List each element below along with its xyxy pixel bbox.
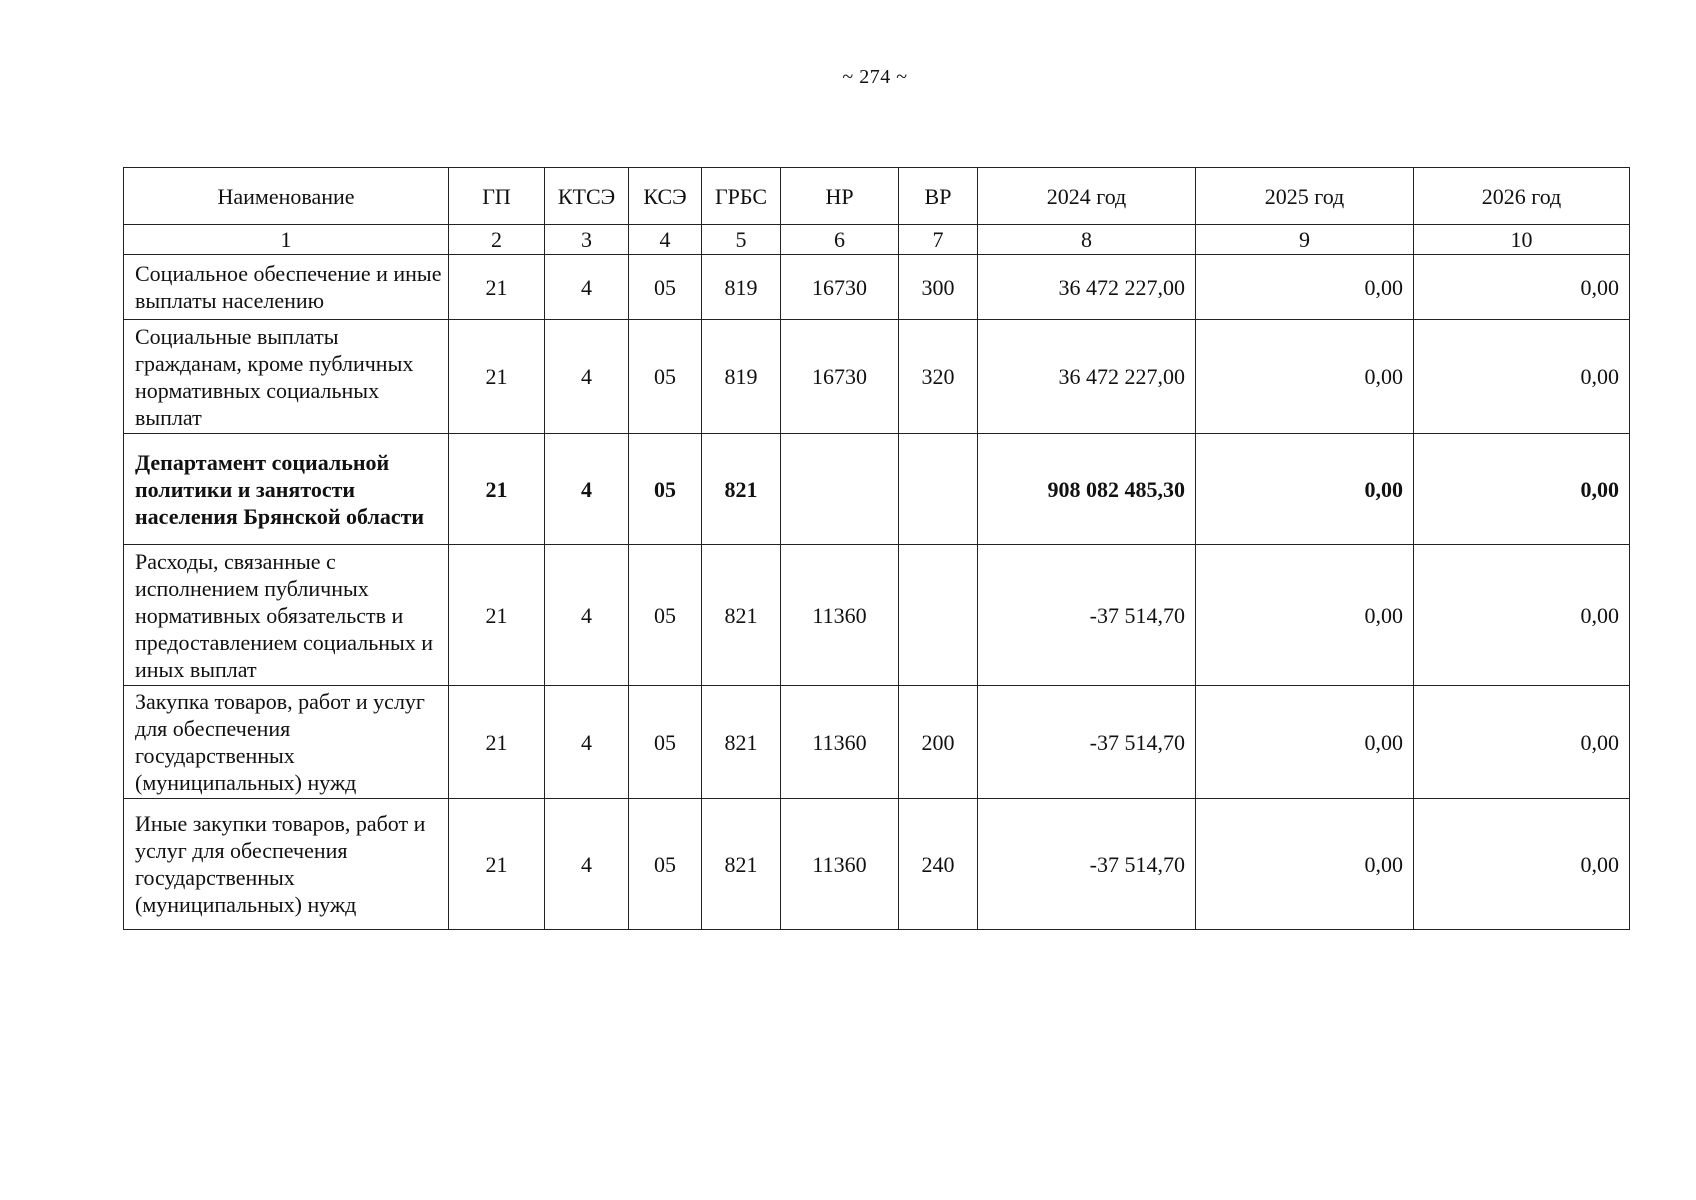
cell-gp: 21	[449, 320, 545, 434]
page-number: ~ 274 ~	[842, 66, 908, 88]
row-name: Иные закупки товаров, работ и услуг для обеспечения государственных (муниципальных) нужд	[124, 799, 449, 930]
column-number-row	[124, 225, 1630, 255]
cell-nr: 11360	[781, 545, 899, 686]
header-row	[124, 168, 1630, 225]
table-row	[124, 320, 1630, 434]
header-2026: 2026 год	[1414, 168, 1630, 225]
cell-kse: 05	[629, 545, 702, 686]
cell-ktse: 4	[545, 434, 629, 545]
cell-vr: 320	[899, 320, 978, 434]
cell-nr: 16730	[781, 255, 899, 320]
header-kse: КСЭ	[629, 168, 702, 225]
column-number: 5	[702, 225, 781, 255]
column-number: 3	[545, 225, 629, 255]
cell-grbs: 821	[702, 434, 781, 545]
cell-grbs: 819	[702, 320, 781, 434]
cell-2026: 0,00	[1414, 320, 1630, 434]
cell-gp: 21	[449, 255, 545, 320]
cell-2026: 0,00	[1414, 434, 1630, 545]
column-number: 8	[978, 225, 1196, 255]
cell-grbs: 821	[702, 545, 781, 686]
cell-2025: 0,00	[1196, 686, 1414, 799]
cell-kse: 05	[629, 320, 702, 434]
column-number: 7	[899, 225, 978, 255]
cell-2024: -37 514,70	[978, 799, 1196, 930]
header-name: Наименование	[124, 168, 449, 225]
cell-vr: 240	[899, 799, 978, 930]
column-number: 10	[1414, 225, 1630, 255]
header-nr: НР	[781, 168, 899, 225]
cell-2026: 0,00	[1414, 255, 1630, 320]
cell-grbs: 819	[702, 255, 781, 320]
row-name: Социальные выплаты гражданам, кроме публичных нормативных социальных выплат	[124, 320, 449, 434]
table-row	[124, 686, 1630, 799]
table-row	[124, 545, 1630, 686]
cell-vr	[899, 434, 978, 545]
cell-kse: 05	[629, 434, 702, 545]
row-name: Социальное обеспечение и иные выплаты населению	[124, 255, 449, 320]
cell-grbs: 821	[702, 686, 781, 799]
row-name: Закупка товаров, работ и услуг для обеспечения государственных (муниципальных) нужд	[124, 686, 449, 799]
cell-vr	[899, 545, 978, 686]
cell-nr: 11360	[781, 686, 899, 799]
header-ktse: КТСЭ	[545, 168, 629, 225]
column-number: 6	[781, 225, 899, 255]
cell-nr	[781, 434, 899, 545]
cell-2026: 0,00	[1414, 686, 1630, 799]
cell-2026: 0,00	[1414, 799, 1630, 930]
cell-grbs: 821	[702, 799, 781, 930]
table-row	[124, 255, 1630, 320]
cell-2025: 0,00	[1196, 545, 1414, 686]
cell-2025: 0,00	[1196, 320, 1414, 434]
cell-2024: 908 082 485,30	[978, 434, 1196, 545]
cell-gp: 21	[449, 686, 545, 799]
header-grbs: ГРБС	[702, 168, 781, 225]
cell-2025: 0,00	[1196, 434, 1414, 545]
header-gp: ГП	[449, 168, 545, 225]
cell-ktse: 4	[545, 255, 629, 320]
cell-kse: 05	[629, 799, 702, 930]
cell-2026: 0,00	[1414, 545, 1630, 686]
cell-gp: 21	[449, 799, 545, 930]
cell-ktse: 4	[545, 320, 629, 434]
cell-2024: 36 472 227,00	[978, 255, 1196, 320]
header-2025: 2025 год	[1196, 168, 1414, 225]
cell-nr: 11360	[781, 799, 899, 930]
row-name: Расходы, связанные с исполнением публичных нормативных обязательств и предоставлением социальных и иных выплат	[124, 545, 449, 686]
cell-kse: 05	[629, 686, 702, 799]
cell-2024: -37 514,70	[978, 686, 1196, 799]
column-number: 1	[124, 225, 449, 255]
row-name: Департамент социальной политики и занятости населения Брянской области	[124, 434, 449, 545]
cell-2024: 36 472 227,00	[978, 320, 1196, 434]
table-row	[124, 434, 1630, 545]
cell-gp: 21	[449, 434, 545, 545]
cell-2024: -37 514,70	[978, 545, 1196, 686]
cell-2025: 0,00	[1196, 255, 1414, 320]
cell-2025: 0,00	[1196, 799, 1414, 930]
budget-table	[123, 167, 1630, 930]
cell-ktse: 4	[545, 545, 629, 686]
column-number: 9	[1196, 225, 1414, 255]
column-number: 2	[449, 225, 545, 255]
cell-nr: 16730	[781, 320, 899, 434]
header-2024: 2024 год	[978, 168, 1196, 225]
column-number: 4	[629, 225, 702, 255]
table-row	[124, 799, 1630, 930]
header-vr: ВР	[899, 168, 978, 225]
cell-kse: 05	[629, 255, 702, 320]
cell-ktse: 4	[545, 686, 629, 799]
cell-gp: 21	[449, 545, 545, 686]
cell-ktse: 4	[545, 799, 629, 930]
cell-vr: 200	[899, 686, 978, 799]
cell-vr: 300	[899, 255, 978, 320]
